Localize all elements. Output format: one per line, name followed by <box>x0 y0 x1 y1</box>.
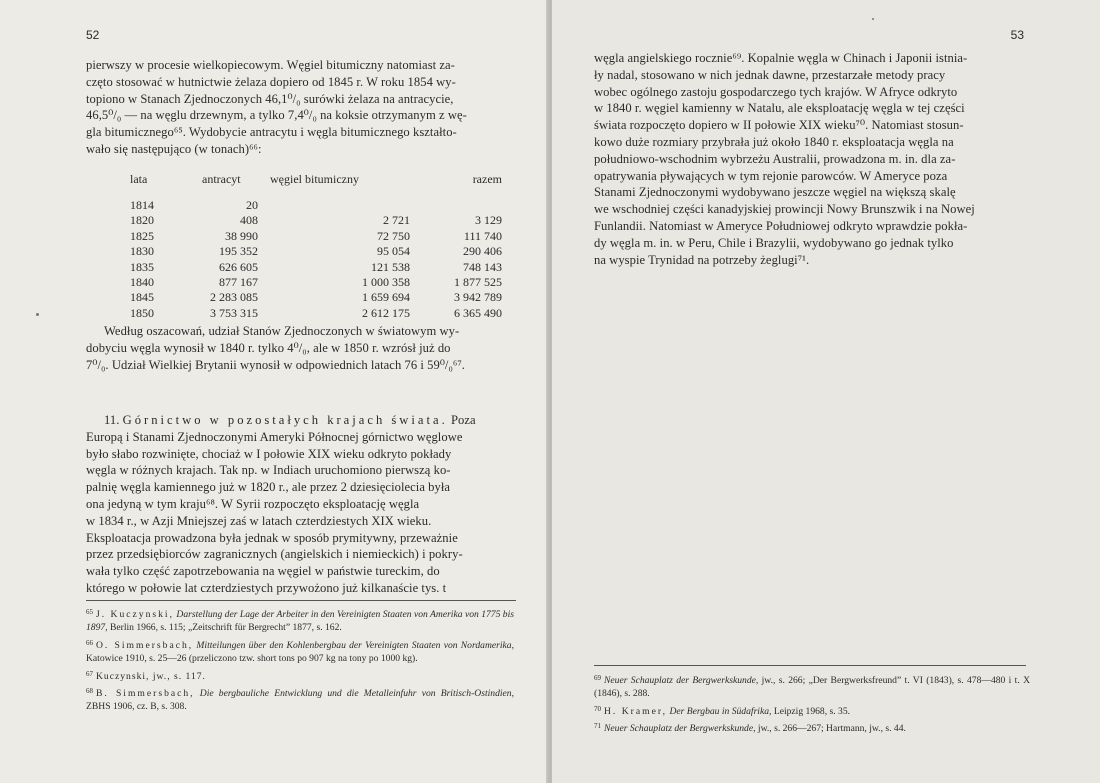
text-line: palnię węgla kamiennego już w 1820 r., ale przez 2 dziesięciolecia była <box>86 480 451 495</box>
cell: 6 365 490 <box>454 305 502 320</box>
table-row <box>130 198 502 213</box>
footnote-rule <box>594 665 1026 666</box>
footnote-rule <box>86 600 516 601</box>
page-number: 52 <box>86 28 100 42</box>
paragraph <box>86 57 516 158</box>
section-paragraph <box>86 412 516 597</box>
text-line: 7⁰/₀. Udział Wielkiej Brytanii wynosił w odpowiednich latach 76 i 59⁰/₀⁶⁷. <box>86 357 465 372</box>
footnote-source: Berlin 1966, s. 115; „Zeitschrift für Bergrecht” 1877, s. 162. <box>110 622 342 634</box>
footnote-number: 67 <box>86 669 93 678</box>
footnotes <box>86 606 514 716</box>
column-header: razem <box>472 172 502 186</box>
footnote-number: 65 <box>86 608 93 616</box>
footnote-number: 66 <box>86 638 93 647</box>
cell: 95 054 <box>377 244 410 259</box>
text-line: węgla angielskiego rocznie⁶⁹. Kopalnie węgla w Chinach i Japonii istnia- <box>594 51 968 65</box>
footnote-author: J. Kuczynski, <box>96 609 174 620</box>
text-line: pierwszy w procesie wielkopiecowym. Węgiel bitumiczny natomiast za- <box>86 58 455 72</box>
footnote-title: Der Bergbau in Südafrika, <box>669 705 772 717</box>
cell: 121 538 <box>371 259 410 274</box>
cell: 3 942 789 <box>454 290 502 305</box>
cell: 748 143 <box>463 259 502 274</box>
table-header <box>130 172 502 198</box>
table-row <box>130 244 502 259</box>
footnote <box>594 720 1030 735</box>
text-line: węgla w różnych krajach. Tak np. w Indiach uruchomiono pierwszą ko- <box>86 463 451 478</box>
footnote <box>594 672 1030 701</box>
text-line: Według oszacowań, udział Stanów Zjednoczonych w światowym wy- <box>104 324 460 338</box>
column-header: antracyt <box>202 172 241 186</box>
cell: 408 <box>240 213 258 228</box>
footnote-title: Die bergbauliche Entwicklung und die Metalleinfuhr von Britisch-Ostindien, <box>199 688 514 700</box>
paragraph <box>86 323 516 373</box>
text-line: ona jedyną w tym kraju⁶⁸. W Syrii rozpoczęto eksploatację węgla <box>86 496 420 511</box>
text-line: wała tylko część zapotrzebowania na węgiel w państwie tureckim, do <box>86 564 440 579</box>
text-line: 46,5⁰/₀ — na węglu drzewnym, a tylko 7,4⁰/₀ na koksie otrzymanym z wę- <box>86 108 467 123</box>
footnote-author: B. Simmersbach, <box>96 688 195 700</box>
cell: 3 129 <box>475 213 502 228</box>
text-line: wało się następująco (w tonach)⁶⁶: <box>86 141 262 156</box>
text-line: przez przedsiębiorców zagranicznych (angielskich i niemieckich) i pokry- <box>86 547 463 562</box>
text-line: dy węgla m. in. w Peru, Chile i Brazylii, wydobywano go jednak tylko <box>594 235 954 250</box>
text-line: na wyspie Trynidad na potrzeby żeglugi⁷¹. <box>594 252 810 267</box>
paper-speck <box>36 313 39 316</box>
cell <box>258 198 410 213</box>
footnote-source: jw., s. 266—267; Hartmann, jw., s. 44. <box>757 723 906 735</box>
cell: 290 406 <box>463 244 502 259</box>
footnote <box>86 685 514 714</box>
coal-production-table <box>130 172 502 321</box>
right-page <box>552 0 1100 783</box>
cell: 877 167 <box>219 274 258 289</box>
cell: 1820 <box>130 213 154 228</box>
text-line: ły nadal, stosowano w nich jednak dawne, przestarzałe metody pracy <box>594 67 946 82</box>
page-number: 53 <box>1010 28 1024 42</box>
section-title: Górnictwo w pozostałych krajach świata. <box>122 413 448 427</box>
text-line: Funlandii. Natomiast w Ameryce Południowej odkryto wprawdzie pokła- <box>594 218 968 233</box>
cell: 2 612 175 <box>362 305 410 320</box>
section-number: 11. <box>104 413 120 427</box>
cell: 20 <box>246 198 258 212</box>
footnote-number: 68 <box>86 687 93 696</box>
section-heading-line <box>86 412 516 429</box>
column-header: lata <box>130 172 148 186</box>
paper-speck <box>872 18 874 20</box>
cell: 1835 <box>130 259 154 274</box>
footnote-number: 69 <box>594 674 601 682</box>
cell: 38 990 <box>225 228 258 243</box>
paragraph <box>594 50 1026 268</box>
cell: 111 740 <box>463 228 502 243</box>
table-row <box>130 260 502 275</box>
text-line: gla bitumicznego⁶⁵. Wydobycie antracytu i węgla bitumicznego kształto- <box>86 125 457 140</box>
text-line: opatrywania pływających w tym rejonie parowców. W Ameryce poza <box>594 168 948 183</box>
cell: 3 753 315 <box>210 305 258 320</box>
footnote-source: ZBHS 1906, cz. B, s. 308. <box>86 701 187 713</box>
cell: 1825 <box>130 228 154 243</box>
cell <box>410 198 502 213</box>
cell: 626 605 <box>219 259 258 274</box>
cell: 2 283 085 <box>210 290 258 305</box>
text-line: Stanami Zjednoczonymi wydobywano jeszcze węgiel na większą skalę <box>594 185 956 200</box>
text-line: we wschodniej części kanadyjskiej prowincji Nowy Brunszwik i na Nowej <box>594 202 975 217</box>
cell: 1830 <box>130 244 154 259</box>
text-line: częto stosować w hutnictwie żelaza dopiero od 1845 r. W roku 1854 wy- <box>86 74 456 89</box>
cell: 1840 <box>130 274 154 289</box>
footnote-title: Neuer Schauplatz der Bergwerkskunde, <box>604 675 759 686</box>
table-row <box>130 290 502 305</box>
footnote-source: jw., s. 266; „Der Bergwerksfreund” t. VI (1843), s. 478—480 i t. X (1846), s. 288. <box>594 675 1030 700</box>
cell: 2 721 <box>383 213 410 228</box>
table-row <box>130 275 502 290</box>
text-fragment: Poza <box>450 413 476 427</box>
cell: 1 659 694 <box>362 290 410 305</box>
text-line: topiono w Stanach Zjednoczonych 46,1⁰/₀ surówki żelaza na antracycie, <box>86 91 454 106</box>
cell: 1850 <box>130 305 154 320</box>
footnote-number: 70 <box>594 704 601 713</box>
cell: 1814 <box>130 198 154 212</box>
table-row <box>130 229 502 244</box>
footnote-title: Darstellung der Lage der Arbeiter in den Vereinigten Staaten von Amerika von 1775 bis 1897, <box>86 609 515 634</box>
footnote-author: O. Simmersbach, <box>96 639 194 651</box>
cell: 1845 <box>130 290 154 305</box>
footnote-title: Mitteilungen über den Kohlenbergbau der Vereinigten Staaten von Nordamerika, <box>196 639 514 651</box>
footnote <box>86 637 514 666</box>
footnote-source: Leipzig 1968, s. 35. <box>773 705 851 717</box>
text-line: Eksploatacja prowadzona była jednak w sposób prymitywny, przeważnie <box>86 530 458 545</box>
cell: 72 750 <box>377 228 410 243</box>
text-line: wobec ogólnego zastoju gospodarczego tych krajów. W Afryce odkryto <box>594 84 958 99</box>
text-line: świata rozpoczęto dopiero w II połowie XIX wieku⁷⁰. Natomiast stosun- <box>594 118 964 133</box>
footnote <box>86 606 514 635</box>
footnote-author: Kuczynski, jw., s. 117. <box>96 670 206 682</box>
cell: 1 000 358 <box>362 274 410 289</box>
text-line: w 1834 r., w Azji Mniejszej zaś w latach czterdziestych XIX wieku. <box>86 513 432 528</box>
text-line: w 1840 r. węgiel kamienny w Natalu, ale eksploatację węgla w tej części <box>594 101 965 116</box>
footnote-author: H. Kramer, <box>604 705 668 717</box>
left-page <box>0 0 548 783</box>
column-header: węgiel bitumiczny <box>270 172 359 186</box>
footnote-title: Neuer Schauplatz der Bergwerkskunde, <box>604 723 756 735</box>
cell: 1 877 525 <box>454 274 502 289</box>
text-line: południowo-wschodnim wybrzeżu Australii, prowadzona m. in. dla za- <box>594 151 956 166</box>
table-row <box>130 213 502 228</box>
footnote <box>86 668 514 683</box>
text-line: którego w połowie lat czterdziestych przywożono już kilkanaście tys. t <box>86 580 447 595</box>
text-line: kowo duże rozmiary przybrała już około 1840 r. eksploatacja węgla na <box>594 134 954 149</box>
footnote <box>594 703 1030 718</box>
text-line: dobyciu węgla wynosił w 1840 r. tylko 4⁰/₀, ale w 1850 r. wzrósł już do <box>86 340 451 355</box>
cell: 195 352 <box>219 244 258 259</box>
footnotes <box>594 672 1030 738</box>
text-line: było słabo rozwinięte, chociaż w I połowie XIX wieku odkryto pokłady <box>86 446 452 461</box>
table-row <box>130 306 502 321</box>
footnote-source: Katowice 1910, s. 25—26 (przeliczono tzw. short tons po 907 kg na tony po 1000 kg). <box>86 653 418 665</box>
footnote-number: 71 <box>594 722 601 731</box>
text-line: Europą i Stanami Zjednoczonymi Ameryki Północnej górnictwo węglowe <box>86 429 463 444</box>
